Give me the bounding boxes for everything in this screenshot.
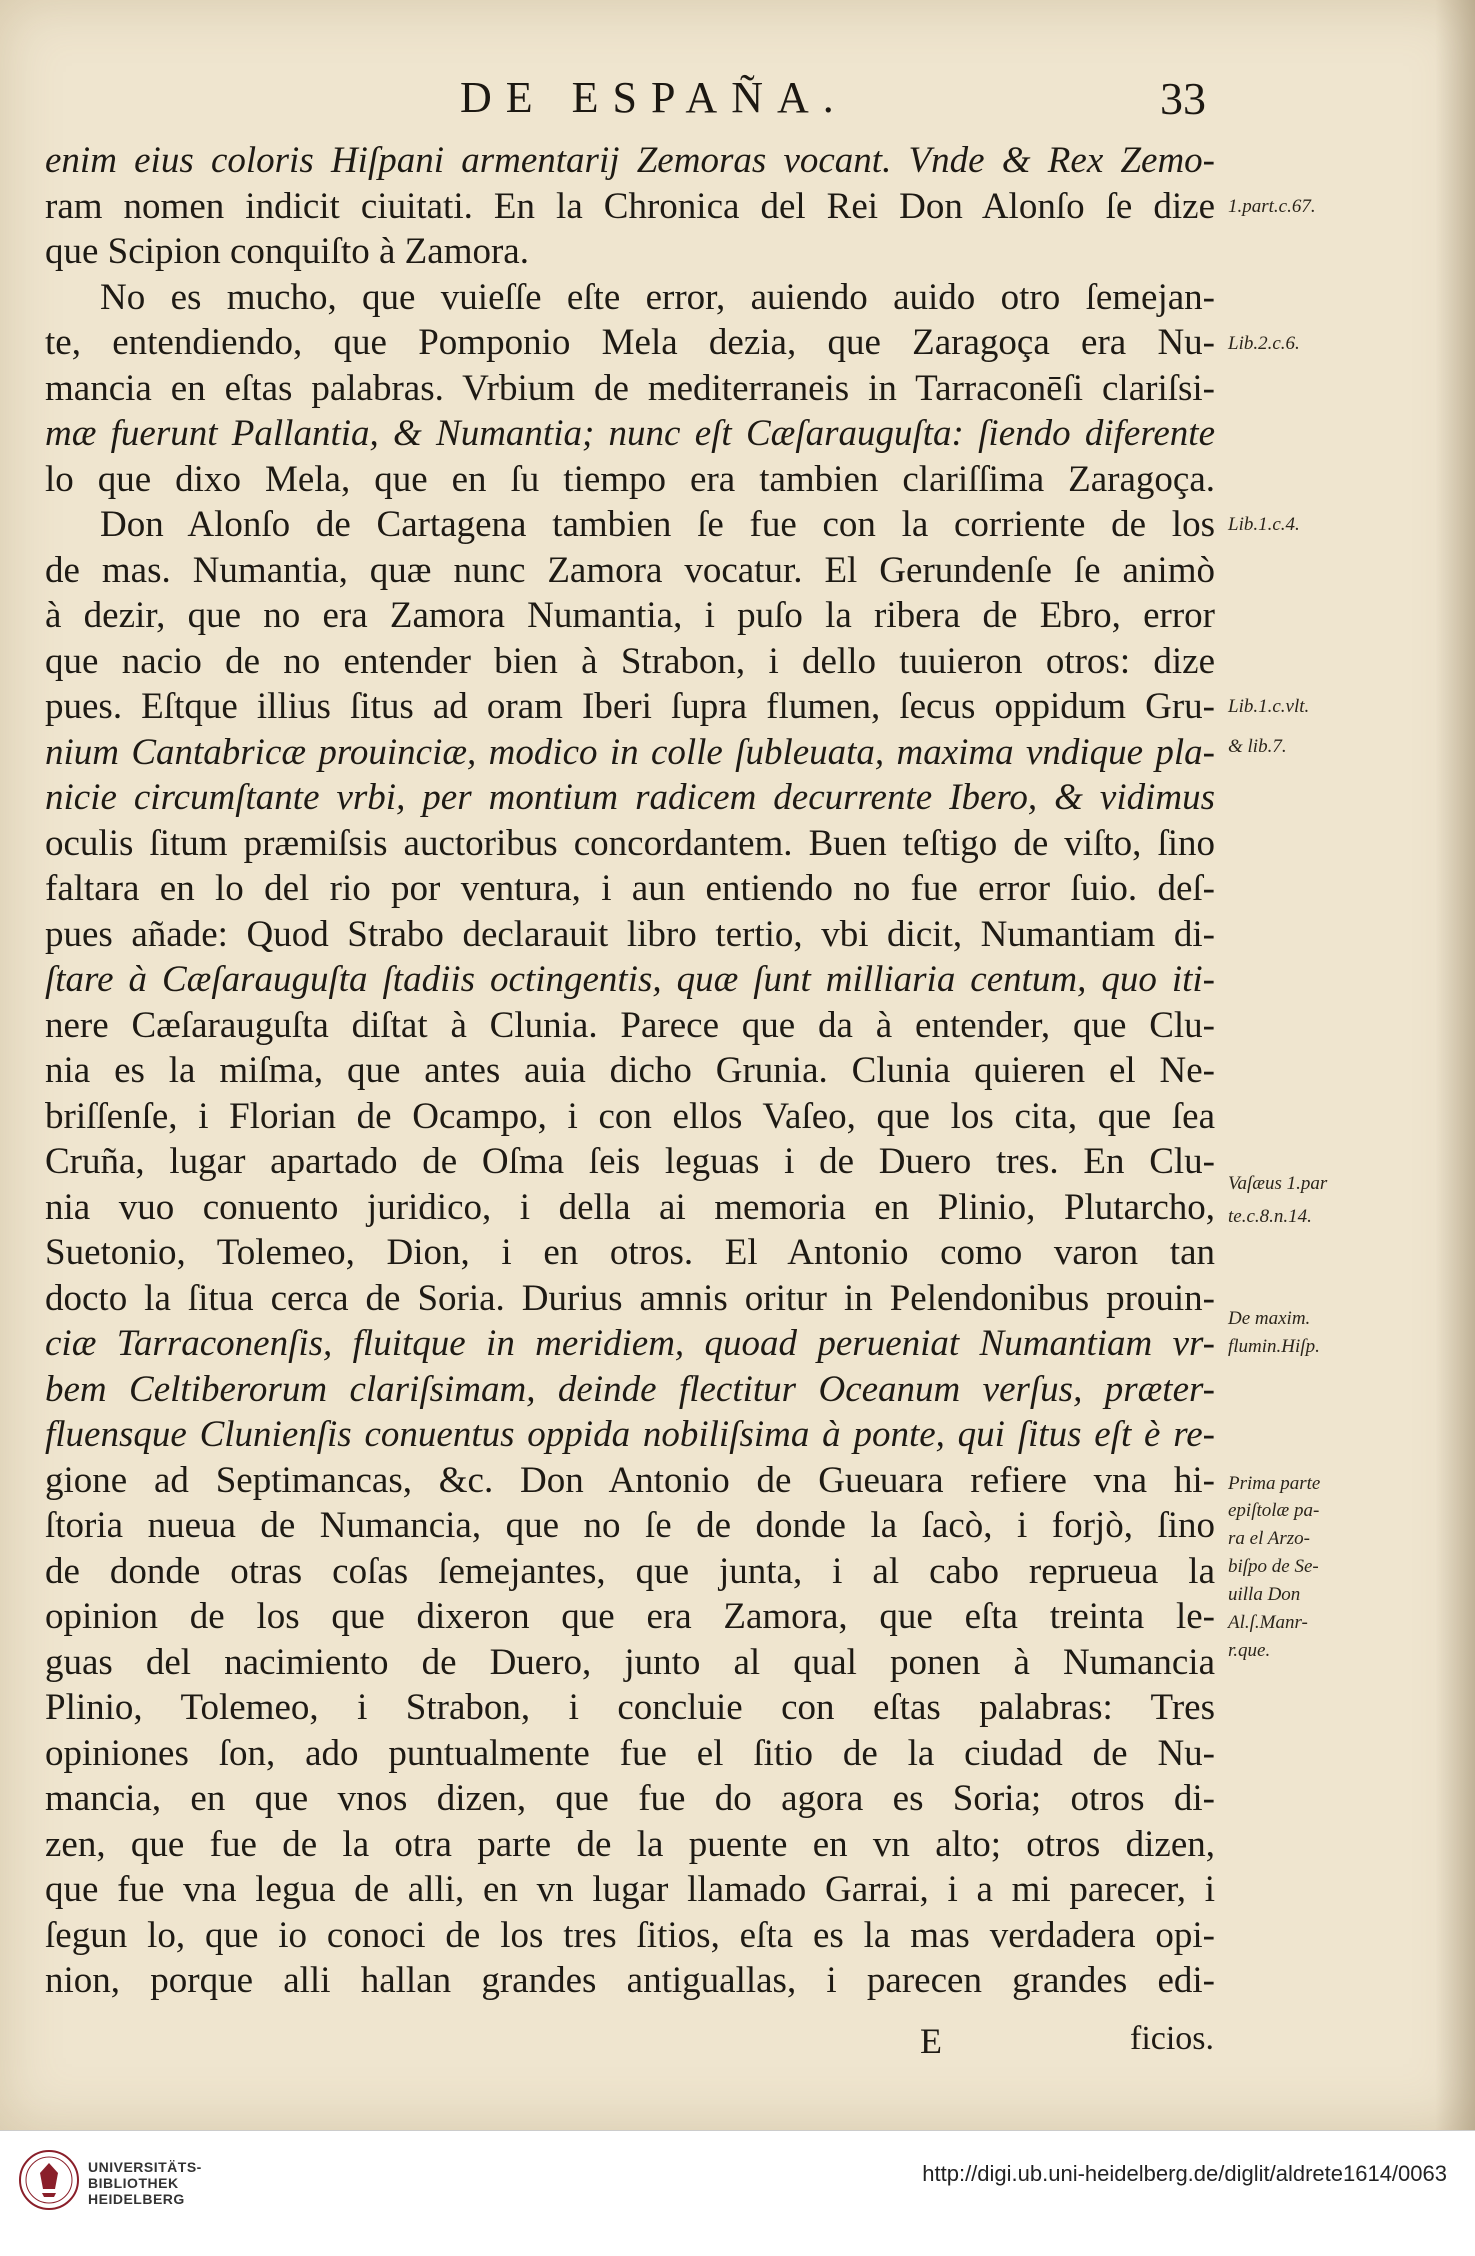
margin-note: Lib.2.c.6. <box>1228 333 1300 354</box>
text-line: enim eius coloris Hiſpani armentarij Zemoras vocant. Vnde & Rex Zemo- <box>45 140 1215 181</box>
library-name-line: UNIVERSITÄTS- <box>88 2159 202 2175</box>
text-line: lo que dixo Mela, que en ſu tiempo era tambien clariſſima Zaragoça. <box>45 458 1215 500</box>
margin-note: 1.part.c.67. <box>1228 196 1316 217</box>
text-line: No es mucho, que vuieſſe eſte error, auiendo auido otro ſemejan- <box>100 276 1215 318</box>
permalink-url[interactable]: http://digi.ub.uni-heidelberg.de/diglit/aldrete1614/0063 <box>922 2161 1447 2186</box>
text-line: guas del nacimiento de Duero, junto al qual ponen à Numancia <box>45 1641 1215 1683</box>
text-line: nium Cantabricæ prouinciæ, modico in colle ſubleuata, maxima vndique pla- <box>45 731 1215 773</box>
text-line: ciæ Tarraconenſis, fluitque in meridiem, quoad perueniat Numantiam vr- <box>45 1323 1215 1364</box>
body-text <box>45 138 1215 2004</box>
text-line: mancia en eſtas palabras. Vrbium de mediterraneis in Tarraconēſi clariſsi- <box>45 367 1215 409</box>
text-line: zen, que fue de la otra parte de la puente en vn alto; otros dizen, <box>45 1823 1215 1865</box>
margin-note: Lib.1.c.vlt. <box>1228 696 1310 717</box>
text-line: bem Celtiberorum clariſsimam, deinde flectitur Oceanum verſus, præter- <box>45 1368 1215 1410</box>
text-line: Cruña, lugar apartado de Oſma ſeis leguas i de Duero tres. En Clu- <box>45 1141 1215 1182</box>
margin-note: te.c.8.n.14. <box>1228 1206 1312 1227</box>
text-line: ſtare à Cæſarauguſta ſtadiis octingentis, quæ ſunt milliaria centum, quo iti- <box>45 959 1215 1000</box>
text-line: opiniones ſon, ado puntualmente fue el ſitio de la ciudad de Nu- <box>45 1732 1215 1774</box>
text-line: briſſenſe, i Florian de Ocampo, i con ellos Vaſeo, que los cita, que ſea <box>45 1095 1215 1137</box>
margin-note: r.que. <box>1228 1640 1271 1661</box>
catchword: ficios. <box>1130 2020 1215 2057</box>
text-line: nion, porque alli hallan grandes antiguallas, i parecen grandes edi- <box>45 1960 1215 2001</box>
text-line: mæ fuerunt Pallantia, & Numantia; nunc eſt Cæſarauguſta: ſiendo diferente <box>45 413 1215 454</box>
running-head: DE ESPAÑA. <box>460 73 848 122</box>
library-name-line: BIBLIOTHEK <box>88 2175 179 2191</box>
text-line: opinion de los que dixeron que era Zamora, que eſta treinta le- <box>45 1596 1215 1637</box>
margin-note: biſpo de Se- <box>1228 1556 1319 1577</box>
margin-note: flumin.Hiſp. <box>1228 1336 1320 1357</box>
text-line: te, entendiendo, que Pomponio Mela dezia, que Zaragoça era Nu- <box>45 322 1215 363</box>
margin-note: De maxim. <box>1228 1308 1311 1329</box>
page-number: 33 <box>1160 73 1206 124</box>
text-line: que fue vna legua de alli, en vn lugar llamado Garrai, i a mi parecer, i <box>45 1869 1215 1910</box>
text-line: Don Alonſo de Cartagena tambien ſe fue con la corriente de los <box>100 504 1215 545</box>
margin-note: Prima parte <box>1228 1473 1321 1494</box>
margin-note: & lib.7. <box>1228 736 1287 757</box>
text-line: que Scipion conquiſto à Zamora. <box>45 231 529 272</box>
text-line: pues. Eſtque illius ſitus ad oram Iberi ſupra flumen, ſecus oppidum Gru- <box>45 686 1215 727</box>
text-line: fluensque Clunienſis conuentus oppida nobiliſsima à ponte, qui ſitus eſt è re- <box>45 1414 1215 1455</box>
margin-note: Vaſæus 1.par <box>1228 1173 1328 1194</box>
text-line: nere Cæſarauguſta diſtat à Clunia. Parece que da à entender, que Clu- <box>45 1004 1215 1046</box>
library-name-line: HEIDELBERG <box>88 2191 185 2207</box>
text-line: que nacio de no entender bien à Strabon, i dello tuuieron otros: dize <box>45 640 1215 682</box>
signature-mark: E <box>920 2021 942 2061</box>
page-header <box>0 72 1475 132</box>
margin-note: ra el Arzo- <box>1228 1528 1310 1549</box>
margin-note: Al.ſ.Manr- <box>1228 1612 1308 1633</box>
library-name <box>88 2159 202 2207</box>
text-line: pues añade: Quod Strabo declarauit libro tertio, vbi dicit, Numantiam di- <box>45 913 1215 955</box>
text-line: ram nomen indicit ciuitati. En la Chronica del Rei Don Alonſo ſe dize <box>45 185 1215 227</box>
text-line: oculis ſitum præmiſsis auctoribus concordantem. Buen teſtigo de viſto, ſino <box>45 822 1215 864</box>
text-line: à dezir, que no era Zamora Numantia, i puſo la ribera de Ebro, error <box>45 595 1215 636</box>
text-line: docto la ſitua cerca de Soria. Durius amnis oritur in Pelendonibus prouin- <box>45 1277 1215 1319</box>
text-line: ſtoria nueua de Numancia, que no ſe de donde la ſacò, i forjò, ſino <box>45 1505 1215 1546</box>
university-seal-icon <box>18 2149 80 2211</box>
margin-note: uilla Don <box>1228 1584 1301 1605</box>
text-line: nia es la miſma, que antes auia dicho Grunia. Clunia quieren el Ne- <box>45 1050 1215 1091</box>
text-line: nia vuo conuento juridico, i della ai memoria en Plinio, Plutarcho, <box>45 1186 1215 1228</box>
text-line: gione ad Septimancas, &c. Don Antonio de Gueuara refiere vna hi- <box>45 1459 1215 1501</box>
text-line: Suetonio, Tolemeo, Dion, i en otros. El Antonio como varon tan <box>45 1232 1215 1273</box>
text-line: ſegun lo, que io conoci de los tres ſitios, eſta es la mas verdadera opi- <box>45 1914 1215 1956</box>
text-line: nicie circumſtante vrbi, per montium radicem decurrente Ibero, & vidimus <box>45 777 1215 818</box>
text-line: de donde otras coſas ſemejantes, que junta, i al cabo reprueua la <box>45 1550 1215 1592</box>
footer-bar <box>0 2130 1475 2256</box>
margin-note: epiſtolæ pa- <box>1228 1500 1320 1521</box>
text-line: de mas. Numantia, quæ nunc Zamora vocatur. El Gerundenſe ſe animò <box>45 549 1215 591</box>
text-line: Plinio, Tolemeo, i Strabon, i concluie con eſtas palabras: Tres <box>45 1687 1215 1728</box>
text-line: mancia, en que vnos dizen, que fue do agora es Soria; otros di- <box>45 1778 1215 1819</box>
text-line: faltara en lo del rio por ventura, i aun entiendo no fue error ſuio. deſ- <box>45 868 1215 909</box>
margin-note: Lib.1.c.4. <box>1228 514 1300 535</box>
